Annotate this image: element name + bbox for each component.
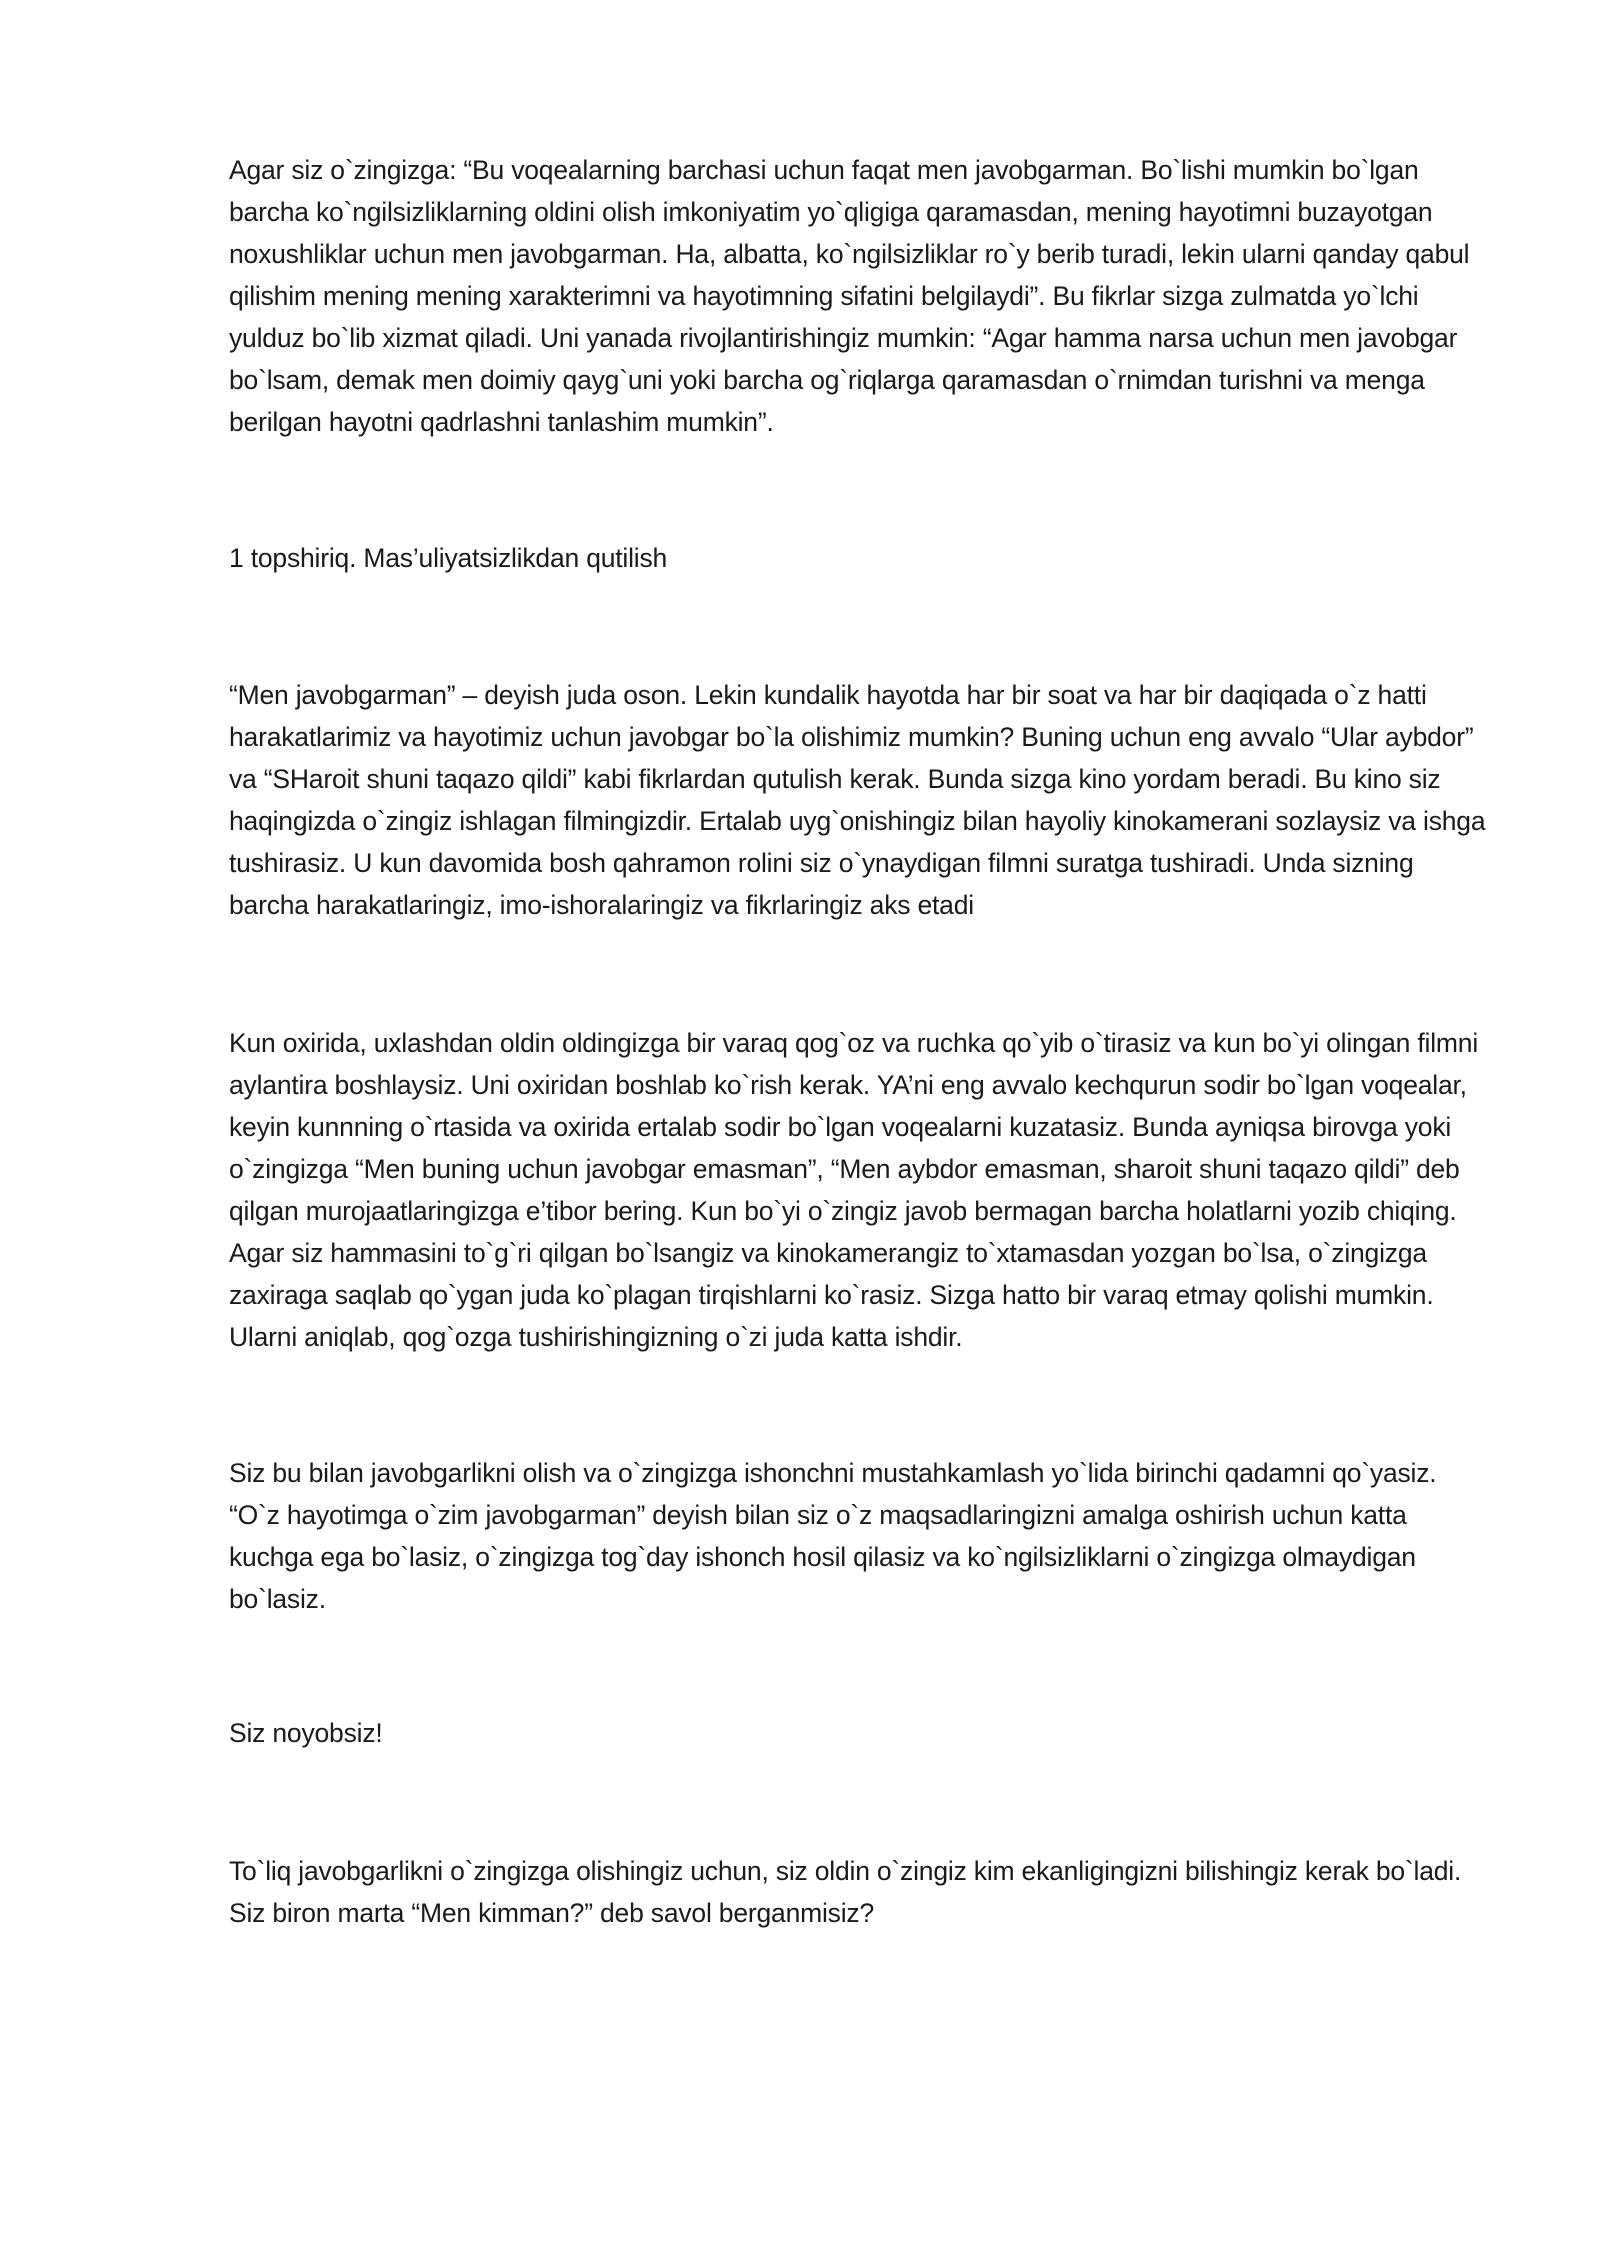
paragraph-film: “Men javobgarman” – deyish juda oson. Lekin kundalik hayotda har bir soat va har bir daqiqada o`z hatti harakatlarimiz va hayotimiz uchun javobgar bo`la olishimiz mumkin? Buning uchun eng avvalo “Ular aybdor” va “SHaroit shuni taqazo qildi” kabi fikrlardan qutulish kerak. Bunda sizga kino yordam beradi. Bu kino siz haqingizda o`zingiz ishlagan filmingizdir. Ertalab uyg`onishingiz bilan hayoliy kinokamerani sozlaysiz va ishga tushirasiz. U kun davomida bosh qahramon rolini siz o`ynaydigan filmni suratga tushiradi. Unda sizning barcha harakatlaringiz, imo-ishoralaringiz va fikrlaringiz aks etadi — [229, 680, 1486, 920]
paragraph-evening-review: Kun oxirida, uxlashdan oldin oldingizga bir varaq qog`oz va ruchka qo`yib o`tirasiz va kun bo`yi olingan filmni aylantira boshlaysiz. Uni oxiridan boshlab ko`rish kerak. YA’ni eng avvalo kechqurun sodir bo`lgan voqealar, keyin kunnning o`rtasida va oxirida ertalab sodir bo`lgan voqealarni kuzatasiz. Bunda ayniqsa birovga yoki o`zingizga “Men buning uchun javobgar emasman”, “Men aybdor emasman, sharoit shuni taqazo qildi” deb qilgan murojaatlaringizga e’tibor bering. Kun bo`yi o`zingiz javob bermagan barcha holatlarni yozib chiqing. Agar siz hammasini to`g`ri qilgan bo`lsangiz va kinokamerangiz to`xtamasdan yozgan bo`lsa, o`zingizga zaxiraga saqlab qo`ygan juda ko`plagan tirqishlarni ko`rasiz. Sizga hatto bir varaq etmay qolishi mumkin. Ularni aniqlab, qog`ozga tushirishingizning o`zi juda katta ishdir. — [229, 1028, 1479, 1352]
paragraph-intro: Agar siz o`zingizga: “Bu voqealarning barchasi uchun faqat men javobgarman. Bo`lishi mumkin bo`lgan barcha ko`ngilsizliklarning oldini olish imkoniyatim yo`qligiga qaramasdan, mening hayotimni buzayotgan noxushliklar uchun men javobgarman. Ha, albatta, ko`ngilsizliklar ro`y berib turadi, lekin ularni qanday qabul qilishim mening mening xarakterimni va hayotimning sifatini belgilaydi”. Bu fikrlar sizga zulmatda yo`lchi yulduz bo`lib xizmat qiladi. Uni yanada rivojlantirishingiz mumkin: “Agar hamma narsa uchun men javobgar bo`lsam, demak men doimiy qayg`uni yoki barcha og`riqlarga qaramasdan o`rnimdan turishni va menga berilgan hayotni qadrlashni tanlashim mumkin”. — [229, 155, 1470, 437]
task-heading: 1 topshiriq. Mas’uliyatsizlikdan qutilish — [229, 543, 668, 573]
paragraph-first-step: Siz bu bilan javobgarlikni olish va o`zingizga ishonchni mustahkamlash yo`lida birinchi qadamni qo`yasiz. “O`z hayotimga o`zim javobgarman” deyish bilan siz o`z maqsadlaringizni amalga oshirish uchun katta kuchga ega bo`lasiz, o`zingizga tog`day ishonch hosil qilasiz va ko`ngilsizliklarni o`zingizga olmaydigan bo`lasiz. — [229, 1458, 1437, 1614]
paragraph-who-am-i: To`liq javobgarlikni o`zingizga olishingiz uchun, siz oldin o`zingiz kim ekanligingizni bilishingiz kerak bo`ladi. Siz biron marta “Men kimman?” deb savol berganmisiz? — [229, 1856, 1462, 1928]
paragraph-unique: Siz noyobsiz! — [229, 1718, 383, 1748]
